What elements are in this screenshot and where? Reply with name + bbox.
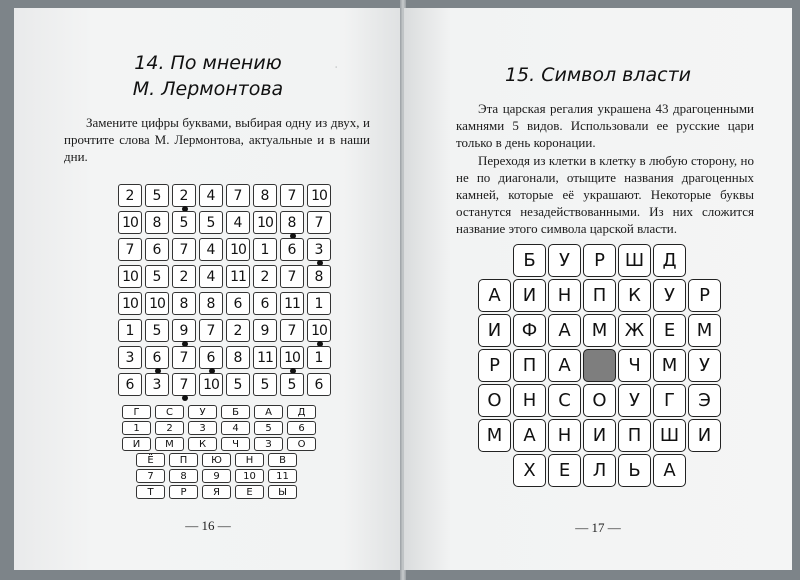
digit-cell: 7 <box>172 373 196 396</box>
digit-cell: 8 <box>307 265 331 288</box>
key-cell: 9 <box>202 469 231 483</box>
digit-cell: 2 <box>226 319 250 342</box>
letter-cell: О <box>478 384 511 417</box>
digit-cell: 7 <box>172 346 196 369</box>
digit-cell: 8 <box>145 211 169 234</box>
left-page: · 14. По мнению М. Лермонтова Замените цифры буквами, выбирая одну из двух, и прочтите слова М. Лермонтова, актуальные и в наши дни. 2 5 2 4 7 8 7 10 10 8 5 5 4 10 8 7 7 6 7 4 10 1 6 3 10 5 2 4 11 2 7 8 10 10 8 8 6 6 11 1 1 5 9 7 2 9 7 10 3 6 7 6 8 11 10 1 6 3 7 10 5 5 5 6 Г С У Б А Д 1 2 3 4 5 6 И М К Ч З О Ё П Ю Н В 7 8 9 10 11 Т Р Я Е Ы — 16 — <box>14 8 402 570</box>
key-cell: У <box>188 405 217 419</box>
key-cell: 4 <box>221 421 250 435</box>
right-page <box>404 8 792 570</box>
digit-cell: 10 <box>118 265 142 288</box>
digit-cell: 11 <box>226 265 250 288</box>
letter-cell: М <box>583 314 616 347</box>
letter-cell: Н <box>548 279 581 312</box>
key-cell: 5 <box>254 421 283 435</box>
digit-cell: 10 <box>226 238 250 261</box>
digit-cell: 5 <box>145 265 169 288</box>
key-cell: Р <box>169 485 198 499</box>
digit-cell: 10 <box>307 184 331 207</box>
digit-row <box>118 238 334 260</box>
digit-row <box>118 184 334 206</box>
letter-cell: У <box>618 384 651 417</box>
digit-cell: 8 <box>199 292 223 315</box>
digit-cell: 6 <box>145 238 169 261</box>
key-cell: З <box>254 437 283 451</box>
digit-row <box>118 211 334 233</box>
center-gray-cell <box>583 349 616 382</box>
digit-cell: 2 <box>253 265 277 288</box>
letter-cell: И <box>688 419 721 452</box>
letter-cell: Х <box>513 454 546 487</box>
letter-cell: П <box>583 279 616 312</box>
digit-cell: 5 <box>199 211 223 234</box>
key-cell: Ю <box>202 453 231 467</box>
key-row <box>136 485 320 498</box>
digit-cell: 3 <box>145 373 169 396</box>
letter-cell: Ф <box>513 314 546 347</box>
key-cell: Е <box>235 485 264 499</box>
letter-cell: Ч <box>618 349 651 382</box>
digit-row <box>118 292 334 314</box>
letter-cell: У <box>688 349 721 382</box>
key-cell: Б <box>221 405 250 419</box>
left-page-number: — 16 — <box>185 518 231 533</box>
digit-cell: 11 <box>280 292 304 315</box>
key-cell: Ё <box>136 453 165 467</box>
digit-row <box>118 319 334 341</box>
digit-cell: 5 <box>145 184 169 207</box>
letter-cell: А <box>548 349 581 382</box>
digit-cell: 8 <box>253 184 277 207</box>
letter-cell: Р <box>583 244 616 277</box>
letter-cell: Ш <box>618 244 651 277</box>
digit-cell: 6 <box>199 346 223 369</box>
letter-cell: Л <box>583 454 616 487</box>
right-page-number: — 17 — <box>575 520 621 535</box>
key-cell: Т <box>136 485 165 499</box>
key-cell: И <box>122 437 151 451</box>
letter-cell: П <box>618 419 651 452</box>
digit-cell: 6 <box>280 238 304 261</box>
digit-cell: 10 <box>118 292 142 315</box>
left-instructions: Замените цифры буквами, выбирая одну из двух, и прочтите слова М. Лермонтова, актуальные и в наши дни. <box>64 115 370 164</box>
right-paragraph-1: Эта царская регалия украшена 43 драгоценными камнями 5 видов. Использовали ее русские цари только в день коронации. <box>456 101 754 150</box>
digit-cell: 6 <box>226 292 250 315</box>
key-row <box>122 421 320 434</box>
letter-cell: У <box>653 279 686 312</box>
digit-cell: 7 <box>280 319 304 342</box>
letter-cell: Н <box>548 419 581 452</box>
letter-cell: А <box>548 314 581 347</box>
digit-cell: 5 <box>226 373 250 396</box>
digit-cell: 9 <box>172 319 196 342</box>
digit-cell: 7 <box>307 211 331 234</box>
digit-cell: 3 <box>118 346 142 369</box>
letter-cell: И <box>583 419 616 452</box>
digit-row <box>118 373 334 395</box>
letter-cell: А <box>653 454 686 487</box>
letter-cell: Е <box>653 314 686 347</box>
digit-cell: 10 <box>253 211 277 234</box>
key-row <box>136 469 320 482</box>
letter-cell: М <box>688 314 721 347</box>
digit-cell: 10 <box>118 211 142 234</box>
digit-cell: 6 <box>307 373 331 396</box>
digit-cell: 5 <box>145 319 169 342</box>
digit-cell: 4 <box>199 184 223 207</box>
digit-cell: 1 <box>307 346 331 369</box>
digit-cell: 7 <box>226 184 250 207</box>
key-cell: Ч <box>221 437 250 451</box>
separator-dot <box>182 395 188 401</box>
letter-cell: Д <box>653 244 686 277</box>
digit-grid <box>118 184 334 400</box>
letter-cell: К <box>618 279 651 312</box>
digit-cell: 7 <box>199 319 223 342</box>
digit-cell: 7 <box>280 184 304 207</box>
key-cell: К <box>188 437 217 451</box>
digit-cell: 8 <box>226 346 250 369</box>
digit-cell: 11 <box>253 346 277 369</box>
left-title-line1: 14. По мнению <box>134 52 282 74</box>
key-cell: 1 <box>122 421 151 435</box>
digit-cell: 3 <box>307 238 331 261</box>
left-title-line2: М. Лермонтова <box>132 78 284 100</box>
key-cell: 7 <box>136 469 165 483</box>
key-cell: Ы <box>268 485 297 499</box>
digit-cell: 10 <box>199 373 223 396</box>
key-cell: О <box>287 437 316 451</box>
letter-cell: Р <box>688 279 721 312</box>
digit-cell: 2 <box>118 184 142 207</box>
key-cell: В <box>268 453 297 467</box>
key-cell: Д <box>287 405 316 419</box>
key-cell: Г <box>122 405 151 419</box>
key-row <box>122 405 320 418</box>
letter-cell: И <box>513 279 546 312</box>
letter-key-table <box>122 405 320 501</box>
digit-cell: 1 <box>118 319 142 342</box>
digit-cell: 8 <box>172 292 196 315</box>
letter-cell: Р <box>478 349 511 382</box>
digit-cell: 5 <box>253 373 277 396</box>
key-row <box>122 437 320 450</box>
key-cell: 8 <box>169 469 198 483</box>
letter-cell: А <box>513 419 546 452</box>
key-cell: П <box>169 453 198 467</box>
letter-cell: С <box>548 384 581 417</box>
digit-cell: 6 <box>145 346 169 369</box>
letter-cell: М <box>653 349 686 382</box>
digit-cell: 1 <box>307 292 331 315</box>
letter-cell: Н <box>513 384 546 417</box>
key-cell: А <box>254 405 283 419</box>
key-cell: 10 <box>235 469 264 483</box>
digit-cell: 10 <box>280 346 304 369</box>
letter-cell: Ж <box>618 314 651 347</box>
digit-cell: 10 <box>145 292 169 315</box>
digit-cell: 4 <box>226 211 250 234</box>
key-cell: С <box>155 405 184 419</box>
letter-cell: Ь <box>618 454 651 487</box>
key-cell: Я <box>202 485 231 499</box>
key-cell: Н <box>235 453 264 467</box>
right-paragraph-2: Переходя из клетки в клетку в любую сторону, но не по диагонали, отыщите названия драгоценных камней, которые её украшают. Некоторые буквы останутся незадействованными. Из них сложится название этого символа царской власти. <box>456 153 754 236</box>
letter-cell: Ш <box>653 419 686 452</box>
digit-cell: 7 <box>172 238 196 261</box>
digit-cell: 1 <box>253 238 277 261</box>
digit-cell: 2 <box>172 265 196 288</box>
digit-cell: 8 <box>280 211 304 234</box>
key-cell: 11 <box>268 469 297 483</box>
letter-cell: М <box>478 419 511 452</box>
key-cell: 2 <box>155 421 184 435</box>
digit-cell: 6 <box>253 292 277 315</box>
digit-cell: 5 <box>280 373 304 396</box>
digit-cell: 5 <box>172 211 196 234</box>
right-title: 15. Символ власти <box>504 64 692 86</box>
digit-cell: 7 <box>280 265 304 288</box>
digit-row <box>118 265 334 287</box>
digit-cell: 9 <box>253 319 277 342</box>
key-cell: 3 <box>188 421 217 435</box>
digit-cell: 4 <box>199 265 223 288</box>
letter-cell: Б <box>513 244 546 277</box>
letter-cell: Г <box>653 384 686 417</box>
letter-cell: И <box>478 314 511 347</box>
digit-cell: 7 <box>118 238 142 261</box>
digit-cell: 2 <box>172 184 196 207</box>
digit-cell: 6 <box>118 373 142 396</box>
key-cell: 6 <box>287 421 316 435</box>
letter-cell: Е <box>548 454 581 487</box>
letter-cell: П <box>513 349 546 382</box>
letter-cell: У <box>548 244 581 277</box>
digit-row <box>118 346 334 368</box>
key-row <box>136 453 320 466</box>
digit-cell: 10 <box>307 319 331 342</box>
letter-cell: Э <box>688 384 721 417</box>
letter-cell: О <box>583 384 616 417</box>
digit-cell: 4 <box>199 238 223 261</box>
key-cell: М <box>155 437 184 451</box>
letter-cell: А <box>478 279 511 312</box>
